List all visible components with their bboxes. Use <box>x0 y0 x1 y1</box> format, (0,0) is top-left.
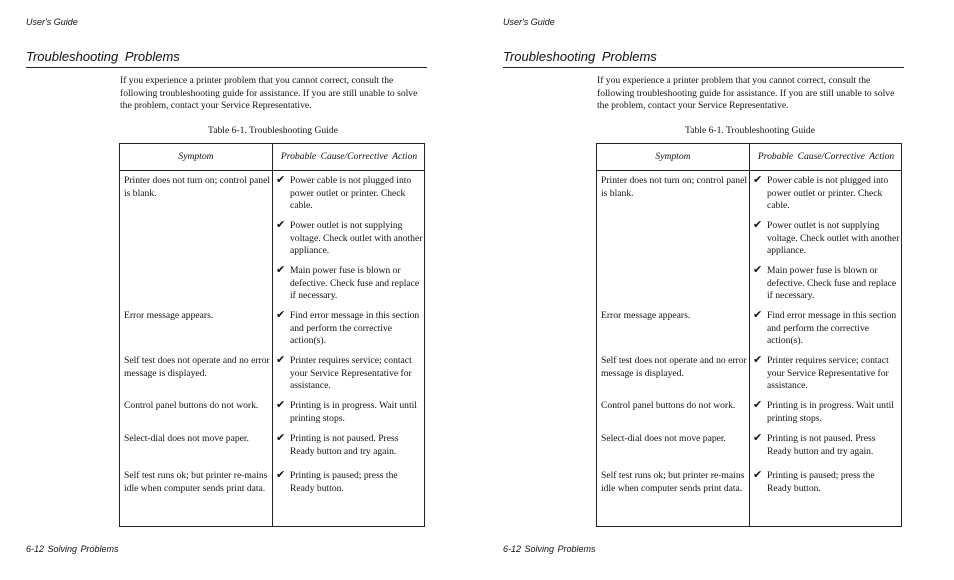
action-item <box>753 355 901 393</box>
action-item <box>753 175 901 213</box>
column-divider <box>272 144 273 526</box>
header-divider <box>120 170 424 171</box>
action-text: Power cable is not plugged into power outlet or printer. Check cable. <box>767 175 889 211</box>
checkmark-icon: ✔ <box>753 218 763 231</box>
header-divider <box>597 170 901 171</box>
checkmark-icon: ✔ <box>753 431 763 444</box>
action-item <box>276 310 424 348</box>
action-item <box>753 400 901 425</box>
checkmark-icon: ✔ <box>753 353 763 366</box>
header-symptom: Symptom <box>178 151 214 162</box>
symptom-cell: Error message appears. <box>124 310 214 321</box>
action-text: Printer requires service; contact your Service Representative for assistance. <box>767 355 889 391</box>
action-item <box>753 265 901 303</box>
action-item <box>276 265 424 303</box>
symptom-cell: Self test does not operate and no error message is displayed. <box>601 355 747 379</box>
header-symptom: Symptom <box>655 151 691 162</box>
symptom-cell: Error message appears. <box>601 310 691 321</box>
checkmark-icon: ✔ <box>276 398 286 411</box>
action-item <box>276 355 424 393</box>
action-text: Printing is in progress. Wait until printing stops. <box>290 400 417 424</box>
running-head: User's Guide <box>26 17 78 27</box>
symptom-cell: Self test runs ok; but printer re-mains idle when computer sends print data. <box>124 470 268 494</box>
action-text: Find error message in this section and perform the corrective action(s). <box>767 310 897 346</box>
action-text: Main power fuse is blown or defective. Check fuse and replace if necessary. <box>290 265 420 301</box>
action-item <box>276 400 424 425</box>
checkmark-icon: ✔ <box>276 173 286 186</box>
action-text: Printing is not paused. Press Ready button and try again. <box>767 433 876 457</box>
checkmark-icon: ✔ <box>276 308 286 321</box>
symptom-cell: Control panel buttons do not work. <box>601 400 736 411</box>
troubleshooting-table <box>119 143 425 527</box>
section-title: Troubleshooting Problems <box>503 49 904 68</box>
symptom-cell: Printer does not turn on; control panel is blank. <box>124 175 271 199</box>
header-action: Probable Cause/Corrective Action <box>757 151 895 162</box>
action-item <box>276 175 424 213</box>
action-text: Printing is paused; press the Ready button. <box>767 470 875 494</box>
action-item <box>753 220 901 258</box>
page-footer: 6-12 Solving Problems <box>26 544 119 554</box>
table-caption: Table 6-1. Troubleshooting Guide <box>685 125 815 136</box>
symptom-cell: Select-dial does not move paper. <box>124 433 249 444</box>
symptom-cell: Self test does not operate and no error message is displayed. <box>124 355 270 379</box>
action-item <box>276 220 424 258</box>
action-item <box>753 470 901 495</box>
action-text: Printing is in progress. Wait until printing stops. <box>767 400 894 424</box>
action-text: Power cable is not plugged into power outlet or printer. Check cable. <box>290 175 412 211</box>
intro-paragraph: If you experience a printer problem that you cannot correct, consult the following troubleshooting guide for assistance. If you are still unable to solve the problem, contact your Service Representative. <box>597 75 895 111</box>
action-text: Printing is paused; press the Ready button. <box>290 470 398 494</box>
page-footer: 6-12 Solving Problems <box>503 544 596 554</box>
checkmark-icon: ✔ <box>276 218 286 231</box>
troubleshooting-table <box>596 143 902 527</box>
symptom-cell: Printer does not turn on; control panel is blank. <box>601 175 748 199</box>
action-text: Power outlet is not supplying voltage. Check outlet with another appliance. <box>290 220 423 256</box>
running-head: User's Guide <box>503 17 555 27</box>
action-text: Main power fuse is blown or defective. Check fuse and replace if necessary. <box>767 265 897 301</box>
checkmark-icon: ✔ <box>753 308 763 321</box>
action-item <box>276 470 424 495</box>
table-caption: Table 6-1. Troubleshooting Guide <box>208 125 338 136</box>
checkmark-icon: ✔ <box>276 353 286 366</box>
symptom-cell: Control panel buttons do not work. <box>124 400 259 411</box>
action-text: Printing is not paused. Press Ready button and try again. <box>290 433 399 457</box>
checkmark-icon: ✔ <box>276 468 286 481</box>
checkmark-icon: ✔ <box>753 398 763 411</box>
action-item <box>753 310 901 348</box>
action-text: Power outlet is not supplying voltage. Check outlet with another appliance. <box>767 220 900 256</box>
checkmark-icon: ✔ <box>753 468 763 481</box>
header-action: Probable Cause/Corrective Action <box>280 151 418 162</box>
checkmark-icon: ✔ <box>276 263 286 276</box>
intro-paragraph: If you experience a printer problem that you cannot correct, consult the following troubleshooting guide for assistance. If you are still unable to solve the problem, contact your Service Representative. <box>120 75 418 111</box>
checkmark-icon: ✔ <box>753 263 763 276</box>
action-text: Find error message in this section and perform the corrective action(s). <box>290 310 420 346</box>
action-item <box>276 433 424 458</box>
checkmark-icon: ✔ <box>276 431 286 444</box>
action-text: Printer requires service; contact your Service Representative for assistance. <box>290 355 412 391</box>
column-divider <box>749 144 750 526</box>
section-title: Troubleshooting Problems <box>26 49 427 68</box>
checkmark-icon: ✔ <box>753 173 763 186</box>
symptom-cell: Self test runs ok; but printer re-mains idle when computer sends print data. <box>601 470 745 494</box>
symptom-cell: Select-dial does not move paper. <box>601 433 726 444</box>
action-item <box>753 433 901 458</box>
right-page <box>477 0 954 580</box>
